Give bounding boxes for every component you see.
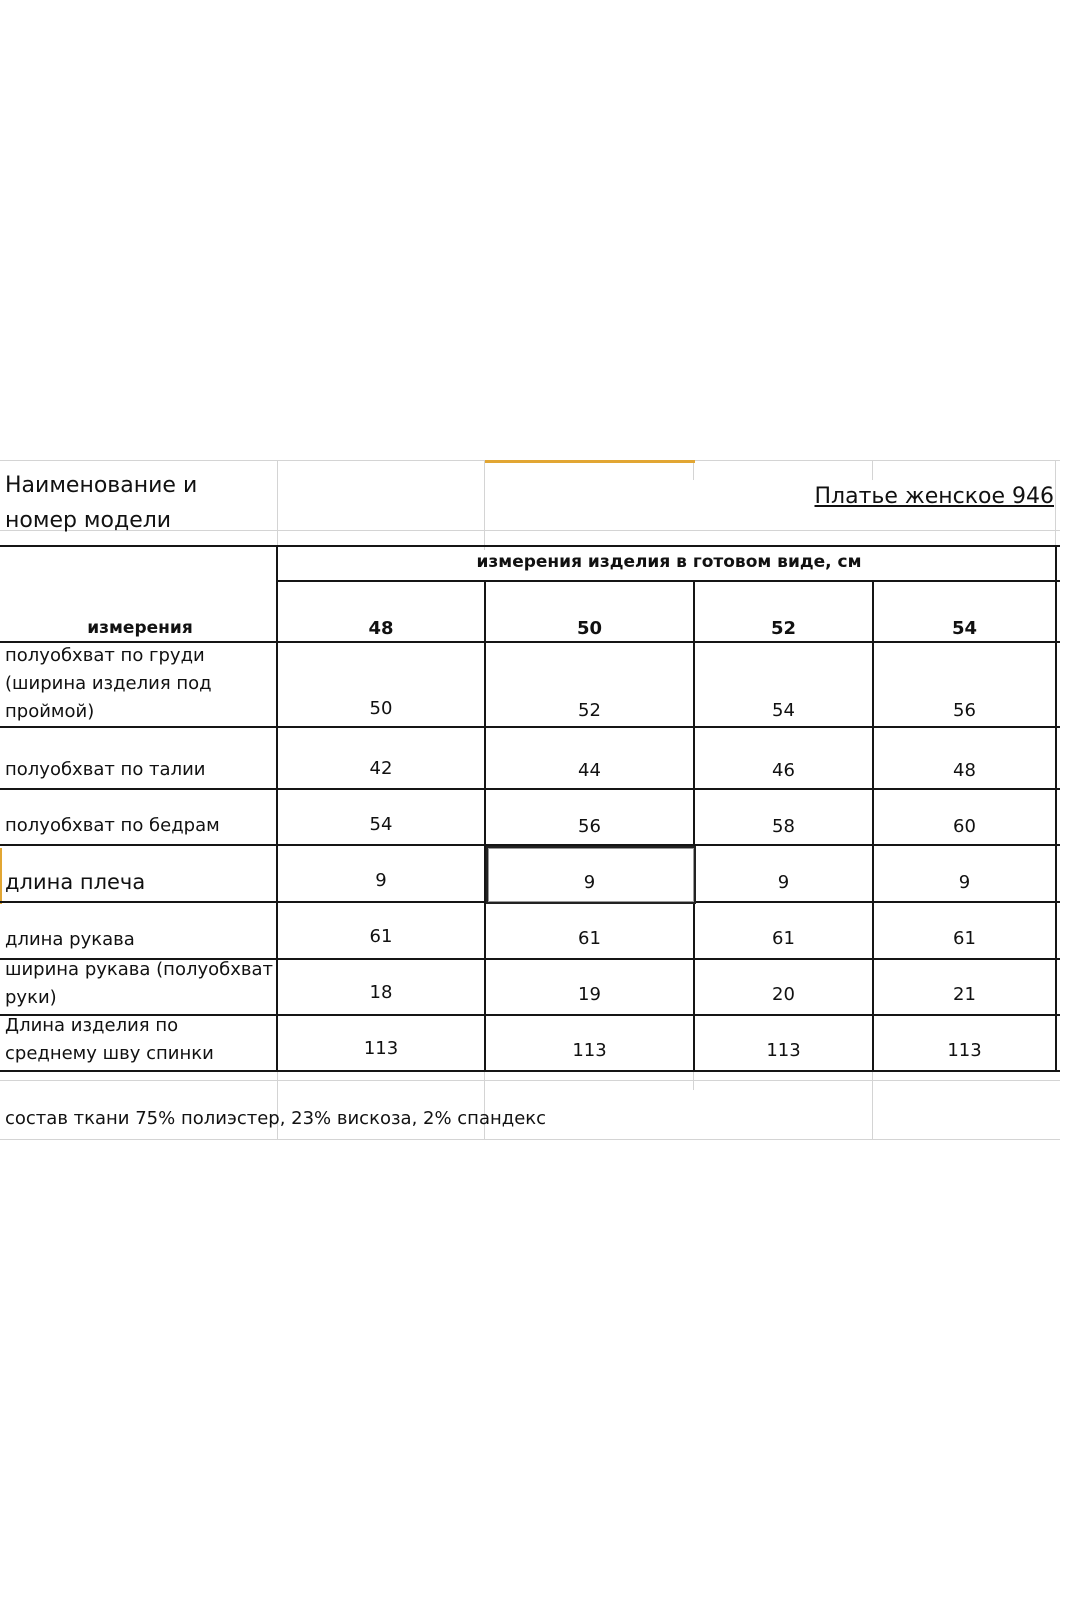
- table-cell: 9: [583, 872, 596, 893]
- selection-indicator: [0, 848, 2, 904]
- gridline: [693, 460, 694, 480]
- table-cell: 9: [777, 872, 790, 893]
- gridline: [484, 460, 485, 550]
- table-cell: 113: [947, 1040, 982, 1061]
- row-label: ширина рукава (полуобхват руки): [5, 959, 274, 1008]
- selection-indicator: [485, 460, 695, 463]
- gridline: [1055, 460, 1056, 550]
- table-cell: 56: [578, 816, 601, 837]
- gridline: [872, 1060, 873, 1140]
- table-cell: 9: [958, 872, 971, 893]
- gridline: [872, 460, 873, 480]
- size-header: 54: [951, 618, 978, 639]
- row-label: полуобхват по груди (ширина изделия под проймой): [5, 645, 212, 722]
- table-cell: 9: [375, 870, 387, 891]
- fabric-composition-note: состав ткани 75% полиэстер, 23% вискоза, 2% спандекс: [5, 1108, 547, 1129]
- table-cell: 61: [369, 926, 393, 947]
- table-cell: 60: [953, 816, 976, 837]
- table-border: [277, 580, 1060, 582]
- table-cell: 46: [772, 760, 795, 781]
- table-cell: 44: [578, 760, 601, 781]
- model-value: Платье женское 946: [814, 484, 1054, 509]
- size-header: 52: [770, 618, 797, 639]
- row-label: длина рукава: [5, 929, 135, 950]
- row-label: Длина изделия по среднему шву спинки: [5, 1015, 214, 1064]
- spreadsheet: [0, 460, 1060, 1140]
- table-cell: 56: [953, 700, 976, 721]
- table-cell: 21: [953, 984, 976, 1005]
- table-cell: 113: [766, 1040, 801, 1061]
- table-cell: 42: [369, 758, 393, 779]
- table-border: [0, 788, 1060, 790]
- table-cell: 113: [363, 1038, 399, 1059]
- table-cell: 19: [578, 984, 601, 1005]
- table-cell: 52: [578, 700, 601, 721]
- table-cell: 54: [369, 814, 393, 835]
- table-border: [0, 726, 1060, 728]
- table-cell: 113: [572, 1040, 607, 1061]
- row-header: измерения: [87, 618, 193, 638]
- row-label: длина плеча: [5, 870, 146, 894]
- gridline: [277, 460, 278, 550]
- gridline: [0, 1139, 1060, 1140]
- size-header: 50: [576, 618, 603, 639]
- table-border: [1055, 545, 1057, 1072]
- table-border: [0, 545, 1060, 547]
- row-label: полуобхват по талии: [5, 759, 206, 780]
- table-cell: 18: [369, 982, 393, 1003]
- row-label: полуобхват по бедрам: [5, 815, 220, 836]
- table-cell: 61: [578, 928, 601, 949]
- model-label: Наименование и номер модели: [5, 473, 198, 533]
- table-border: [0, 1070, 1060, 1072]
- gridline: [0, 1080, 1060, 1081]
- table-cell: 50: [369, 698, 393, 719]
- table-cell: 61: [953, 928, 976, 949]
- table-cell: 61: [772, 928, 795, 949]
- table-cell: 54: [772, 700, 795, 721]
- size-header: 48: [368, 618, 394, 639]
- table-cell: 48: [953, 760, 976, 781]
- column-group-header: измерения изделия в готовом виде, см: [476, 552, 862, 572]
- table-cell: 58: [772, 816, 795, 837]
- table-cell: 20: [772, 984, 795, 1005]
